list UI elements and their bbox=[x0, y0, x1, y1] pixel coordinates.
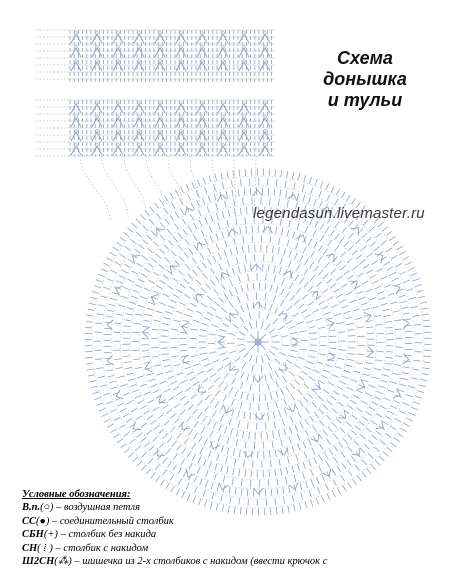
legend-desc: – шишечка из 2-х столбиков с накидом (ввести крючок с bbox=[72, 556, 328, 567]
hat-crown-chart-strip-lower bbox=[36, 100, 275, 156]
legend-item bbox=[22, 528, 442, 541]
hat-crown-chart-strip-upper bbox=[36, 30, 275, 84]
legend-symbol: (●) bbox=[36, 516, 49, 527]
legend-abbr: СБН bbox=[22, 529, 44, 540]
watermark-text: legendasun.livemaster.ru bbox=[253, 205, 425, 222]
legend-desc: – столбик без накида bbox=[58, 529, 156, 540]
legend-symbol: (+) bbox=[44, 529, 58, 540]
legend-item bbox=[22, 501, 442, 514]
legend-item bbox=[22, 515, 442, 528]
legend-abbr: СС bbox=[22, 516, 36, 527]
legend-abbr: Ш2СН bbox=[22, 556, 54, 567]
legend-item bbox=[22, 542, 442, 555]
legend-symbol: ( ⁞ ) bbox=[37, 543, 53, 554]
chart-title bbox=[300, 48, 430, 111]
legend-heading: Условные обозначения: bbox=[22, 488, 442, 501]
legend-desc: – столбик с накидом bbox=[53, 543, 148, 554]
legend-desc: – соединительный столбик bbox=[49, 516, 173, 527]
strip-to-circle-connectors bbox=[80, 156, 256, 221]
legend bbox=[22, 488, 442, 568]
chart-title-line-2: донышка bbox=[300, 69, 430, 90]
legend-desc: – воздушная петля bbox=[53, 502, 140, 513]
legend-item bbox=[22, 555, 442, 568]
legend-abbr: СН bbox=[22, 543, 37, 554]
legend-symbol: (○) bbox=[40, 502, 53, 513]
chart-title-line-1: Схема bbox=[300, 48, 430, 69]
chart-title-line-3: и тульи bbox=[300, 90, 430, 111]
legend-symbol: (⁂) bbox=[54, 556, 72, 567]
legend-abbr: В.п. bbox=[22, 502, 40, 513]
